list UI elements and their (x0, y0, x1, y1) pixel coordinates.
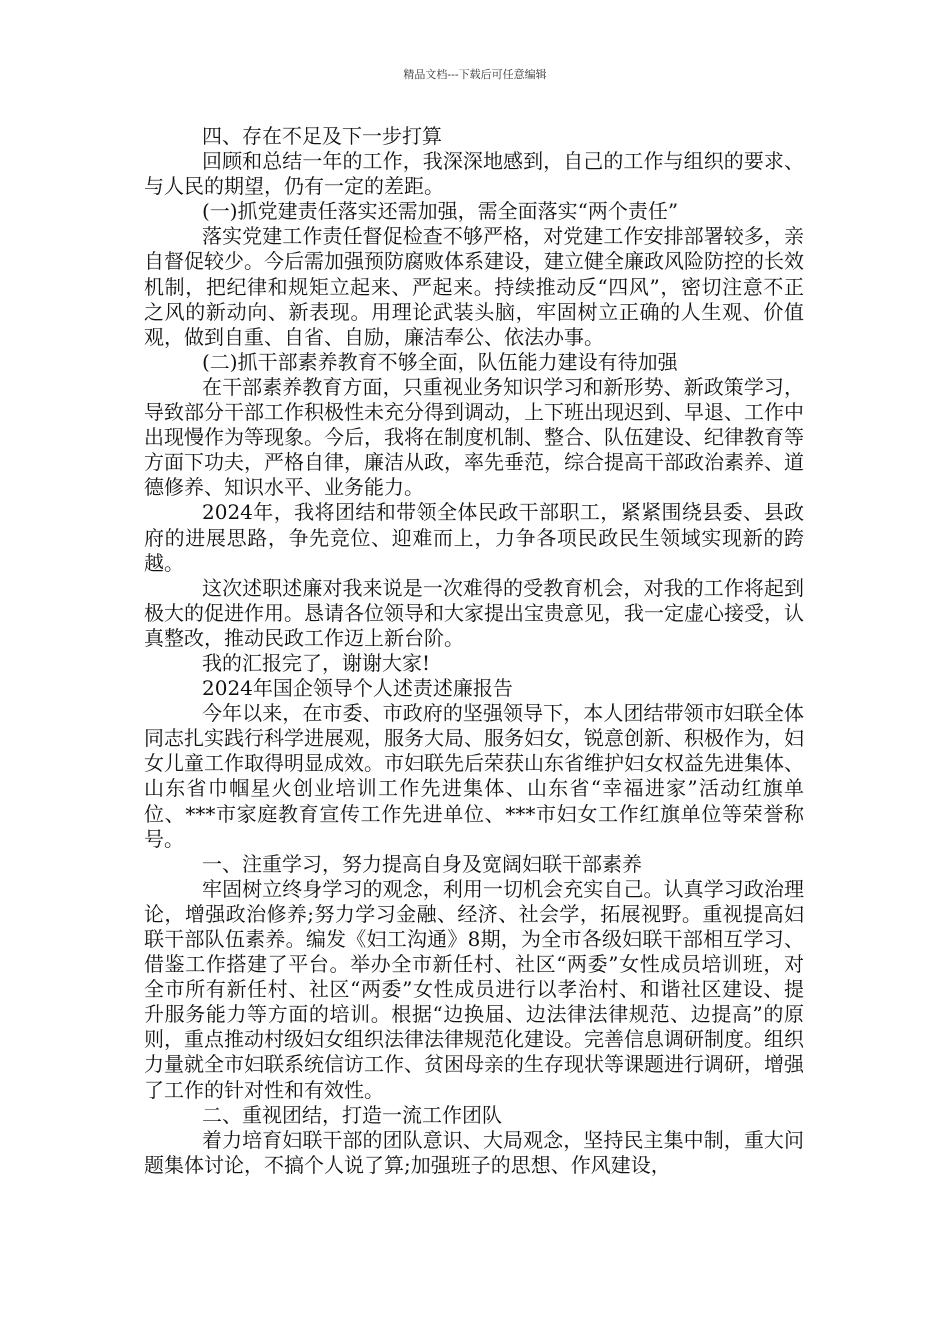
page-header: 精品文档---下载后可任意编辑 (403, 68, 547, 81)
paragraph: (二)抓干部素养教育不够全面，队伍能力建设有待加强 (202, 349, 678, 374)
paragraph: 四、存在不足及下一步打算 (202, 124, 442, 148)
paragraph: 2024年国企领导个人述责述廉报告 (202, 676, 513, 701)
paragraph: 2024年，我将团结和带领全体民政干部职工，紧紧围绕县委、县政府的进展思路，争先竞位、迎难而上，力争各项民政民生领域实现新的跨越。 (144, 500, 804, 575)
paragraph: 一、注重学习，努力提高自身及宽阔妇联干部素养 (202, 851, 642, 876)
paragraph: (一)抓党建责任落实还需加强，需全面落实“两个责任” (202, 199, 679, 224)
paragraph: 回顾和总结一年的工作，我深深地感到，自己的工作与组织的要求、与人民的期望，仍有一定的差距。 (144, 149, 804, 199)
paragraph: 牢固树立终身学习的观念，利用一切机会充实自己。认真学习政治理论，增强政治修养;努力学习金融、经济、社会学，拓展视野。重视提高妇联干部队伍素养。编发《妇工沟通》8期，为全市各级妇联干部相互学习、借鉴工作搭建了平台。举办全市新任村、社区“两委”女性成员培训班，对全市所有新任村、社区“两委”女性成员进行以孝治村、和谐社区建设、提升服务能力等方面的培训。根据“边换届、边法律法律规范、边提高”的原则，重点推动村级妇女组织法律法律规范化建设。完善信息调研制度。组织力量就全市妇联系统信访工作、贫困母亲的生存现状等课题进行调研，增强了工作的针对性和有效性。 (144, 876, 804, 1102)
paragraph: 今年以来，在市委、市政府的坚强领导下，本人团结带领市妇联全体同志扎实践行科学进展观，服务大局、服务妇女，锐意创新、积极作为，妇女儿童工作取得明显成效。市妇联先后荣获山东省维护妇女权益先进集体、山东省巾帼星火创业培训工作先进集体、山东省“幸福进家”活动红旗单位、***市家庭教育宣传工作先进单位、***市妇女工作红旗单位等荣誉称号。 (144, 701, 804, 851)
paragraph: 二、重视团结，打造一流工作团队 (202, 1102, 502, 1127)
document-body (144, 124, 804, 1178)
paragraph: 着力培育妇联干部的团队意识、大局观念，坚持民主集中制，重大问题集体讨论，不搞个人说了算;加强班子的思想、作风建设， (144, 1127, 804, 1177)
paragraph: 在干部素养教育方面，只重视业务知识学习和新形势、新政策学习，导致部分干部工作积极性未充分得到调动，上下班出现迟到、早退、工作中出现慢作为等现象。今后，我将在制度机制、整合、队伍建设、纪律教育等方面下功夫，严格自律，廉洁从政，率先垂范，综合提高干部政治素养、道德修养、知识水平、业务能力。 (144, 374, 804, 500)
paragraph: 落实党建工作责任督促检查不够严格，对党建工作安排部署较多，亲自督促较少。今后需加强预防腐败体系建设，建立健全廉政风险防控的长效机制，把纪律和规矩立起来、严起来。持续推动反“四风”，密切注意不正之风的新动向、新表现。用理论武装头脑，牢固树立正确的人生观、价值观，做到自重、自省、自励，廉洁奉公、依法办事。 (144, 224, 804, 349)
paragraph: 这次述职述廉对我来说是一次难得的受教育机会，对我的工作将起到极大的促进作用。恳请各位领导和大家提出宝贵意见，我一定虚心接受，认真整改，推动民政工作迈上新台阶。 (144, 575, 804, 650)
paragraph: 我的汇报完了，谢谢大家! (202, 650, 431, 675)
